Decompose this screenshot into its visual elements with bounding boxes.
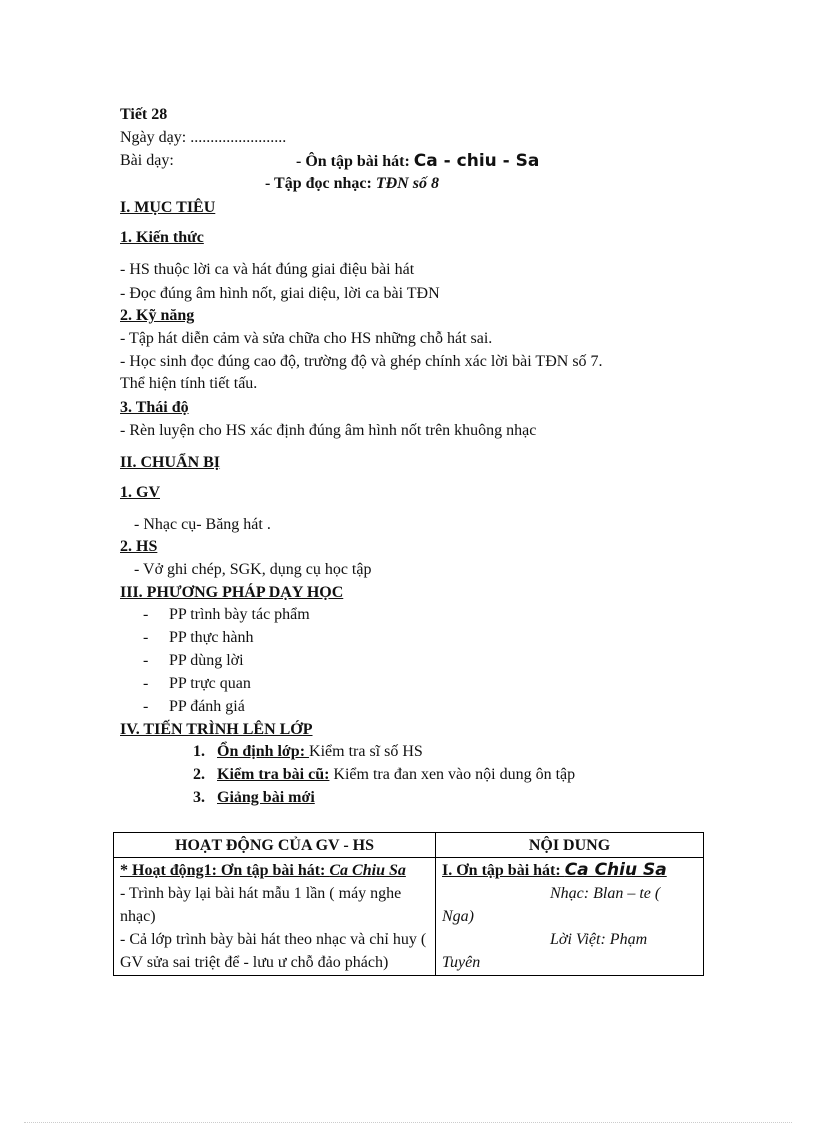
date-line: Ngày dạy: ........................ (120, 129, 287, 146)
composer-line: Nhạc: Blan – te ( (550, 885, 661, 902)
section-methods-title: III. PHƯƠNG PHÁP DẠY HỌC (120, 584, 344, 601)
knowledge-title: 1. Kiến thức (120, 229, 204, 246)
process-step: 1. Ổn định lớp: Kiểm tra sĩ số HS (193, 743, 423, 760)
topic-sight-reading-title: TĐN số 8 (375, 175, 439, 192)
method-item: - PP dùng lời (143, 652, 244, 669)
lyricist-name: Tuyên (442, 954, 481, 971)
activity-item: - Trình bày lại bài hát mẫu 1 lần ( máy nghe nhạc) (120, 885, 402, 925)
table-row (114, 858, 704, 976)
skills-item: - Tập hát diễn cảm và sửa chữa cho HS những chỗ hát sai. (120, 330, 493, 347)
topic-review-prefix: - Ôn tập bài hát: (296, 153, 414, 170)
table-header-row (114, 833, 704, 858)
section-process-title: IV. TIẾN TRÌNH LÊN LỚP (120, 721, 313, 738)
content-cell (436, 858, 704, 976)
section-preparation-title: II. CHUẨN BỊ (120, 454, 221, 471)
topic-label: Bài dạy: (120, 152, 174, 169)
lyricist-line: Lời Việt: Phạm (550, 931, 648, 948)
activity-item: - Cả lớp trình bày bài hát theo nhạc và chỉ huy ( GV sửa sai triệt để - lưu ư chỗ đảo phách) (120, 931, 427, 971)
attitude-item: - Rèn luyện cho HS xác định đúng âm hình nốt trên khuông nhạc (120, 422, 537, 439)
knowledge-item: - HS thuộc lời ca và hát đúng giai điệu bài hát (120, 261, 415, 278)
topic-sight-reading (265, 174, 439, 194)
section-objectives-title: I. MỤC TIÊU (120, 199, 216, 216)
gv-item: - Nhạc cụ- Băng hát . (134, 516, 271, 533)
skills-item: - Học sinh đọc đúng cao độ, trường độ và ghép chính xác lời bài TĐN số 7. (120, 353, 603, 370)
content-title: I. Ơn tập bài hát: Ca Chiu Sa (442, 860, 667, 880)
method-item: - PP thực hành (143, 629, 254, 646)
topic-sight-reading-prefix: - Tập đọc nhạc: (265, 175, 376, 192)
gv-title: 1. GV (120, 484, 160, 501)
attitude-title: 3. Thái độ (120, 399, 189, 416)
activities-cell (114, 858, 436, 976)
skills-title: 2. Kỹ năng (120, 307, 195, 324)
method-item: - PP trình bày tác phẩm (143, 606, 310, 623)
skills-item-cont: Thể hiện tính tiết tấu. (120, 375, 258, 392)
header-activities: HOẠT ĐỘNG CỦA GV - HS (114, 833, 436, 858)
method-item: - PP đánh giá (143, 698, 245, 715)
method-item: - PP trực quan (143, 675, 251, 692)
topic-review-song-title: Ca - chiu - Sa (413, 151, 540, 171)
knowledge-item: - Đọc đúng âm hình nốt, giai diệu, lời ca bài TĐN (120, 285, 440, 302)
lesson-activity-table (113, 832, 704, 976)
process-step: 2. Kiểm tra bài cũ: Kiểm tra đan xen vào nội dung ôn tập (193, 766, 576, 783)
header-content: NỘI DUNG (436, 833, 704, 858)
topic-review-song (296, 151, 539, 172)
hs-item: - Vở ghi chép, SGK, dụng cụ học tập (134, 561, 372, 578)
lesson-number: Tiết 28 (120, 106, 168, 123)
process-step: 3. Giảng bài mới (193, 789, 315, 806)
hs-title: 2. HS (120, 538, 158, 555)
composer-country: Nga) (442, 908, 474, 925)
activity-title: * Hoạt động1: Ơn tập bài hát: Ca Chiu Sa (120, 862, 406, 879)
